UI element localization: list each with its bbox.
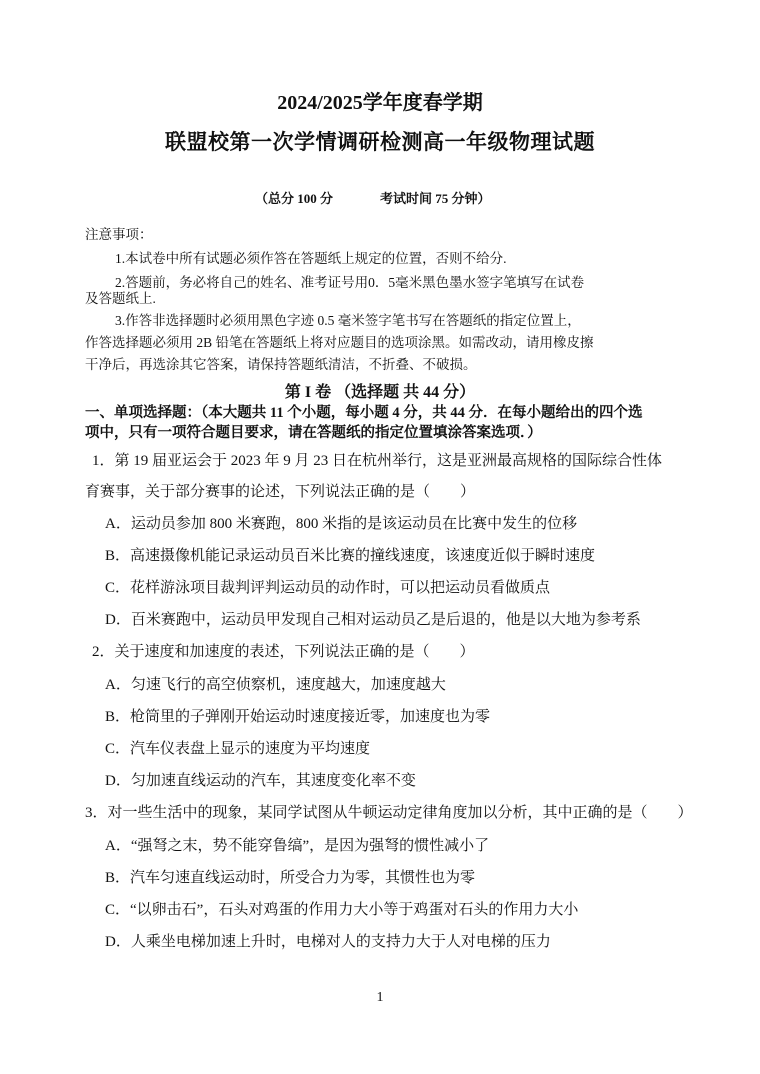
section-instructions: 项中，只有一项符合题目要求，请在答题纸的指定位置填涂答案选项．） (85, 425, 542, 441)
question-1-stem: 1．第 19 届亚运会于 2023 年 9 月 23 日在杭州举行，这是亚洲最高规格的国际综合性体 (92, 453, 663, 469)
question-1-option-c: C．花样游泳项目裁判评判运动员的动作时，可以把运动员看做质点 (105, 580, 551, 596)
exam-time: 考试时间 75 分钟） (380, 191, 491, 206)
exam-title: 联盟校第一次学情调研检测高一年级物理试题 (165, 130, 595, 154)
question-2-stem: 2．关于速度和加速度的表述，下列说法正确的是（ ） (92, 644, 475, 660)
question-1-option-a: A．运动员参加 800 米赛跑，800 米指的是该运动员在比赛中发生的位移 (105, 516, 578, 532)
note-line: 作答选择题必须用 2B 铅笔在答题纸上将对应题目的选项涂黑。如需改动，请用橡皮擦 (85, 335, 594, 350)
question-3-option-c: C．“以卵击石”，石头对鸡蛋的作用力大小等于鸡蛋对石头的作用力大小 (105, 902, 579, 918)
notes-heading: 注意事项： (85, 227, 153, 242)
question-2-option-d: D．匀加速直线运动的汽车，其速度变化率不变 (105, 773, 416, 789)
note-line: 及答题纸上. (85, 291, 156, 306)
question-3-option-b: B．汽车匀速直线运动时，所受合力为零，其惯性也为零 (105, 870, 476, 886)
section-title: 第 I 卷 （选择题 共 44 分） (284, 384, 476, 401)
question-2-option-a: A．匀速飞行的高空侦察机，速度越大，加速度越大 (105, 677, 446, 693)
total-score: （总分 100 分 (255, 191, 334, 206)
question-3-stem: 3．对一些生活中的现象，某同学试图从牛顿运动定律角度加以分析，其中正确的是（ ） (85, 805, 693, 821)
term-title: 2024/2025学年度春学期 (277, 92, 483, 114)
question-3-option-a: A．“强弩之末，势不能穿鲁缟”，是因为强弩的惯性减小了 (105, 838, 490, 854)
note-line: 2.答题前，务必将自己的姓名、准考证号用0．5毫米黑色墨水签字笔填写在试卷 (115, 275, 585, 290)
note-line: 1.本试卷中所有试题必须作答在答题纸上规定的位置，否则不给分. (115, 251, 507, 266)
page-number: 1 (376, 990, 384, 1005)
question-2-option-c: C．汽车仪表盘上显示的速度为平均速度 (105, 741, 371, 757)
note-line: 3.作答非选择题时必须用黑色字迹 0.5 毫米签字笔书写在答题纸的指定位置上， (115, 313, 581, 328)
section-instructions: 一、单项选择题：（本大题共 11 个小题，每小题 4 分，共 44 分．在每小题给出的四个选 (85, 405, 643, 421)
question-1-option-b: B．高速摄像机能记录运动员百米比赛的撞线速度，该速度近似于瞬时速度 (105, 548, 596, 564)
question-1-option-d: D．百米赛跑中，运动员甲发现自己相对运动员乙是后退的，他是以大地为参考系 (105, 612, 641, 628)
note-line: 干净后，再选涂其它答案，请保持答题纸清洁，不折叠、不破损。 (85, 357, 477, 372)
question-3-option-d: D．人乘坐电梯加速上升时，电梯对人的支持力大于人对电梯的压力 (105, 934, 551, 950)
question-2-option-b: B．枪筒里的子弹刚开始运动时速度接近零，加速度也为零 (105, 709, 491, 725)
question-1-stem: 育赛事，关于部分赛事的论述，下列说法正确的是（ ） (85, 484, 476, 500)
